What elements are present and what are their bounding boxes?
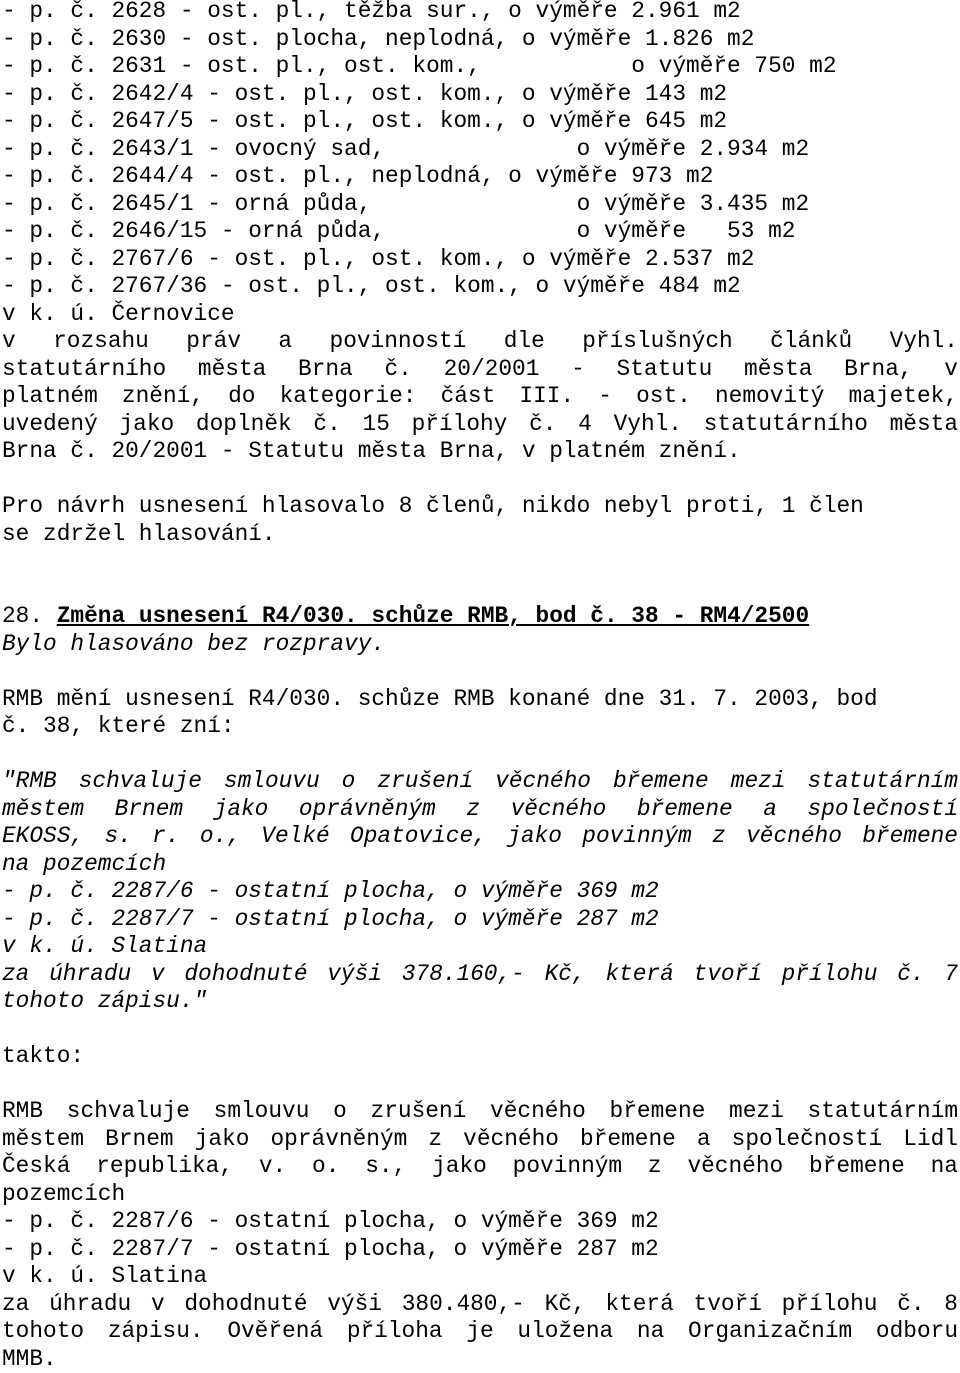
parcel-line: - p. č. 2630 - ost. plocha, neplodná, o výměře 1.826 m2 [2, 26, 958, 54]
quote-line: "RMB schvaluje smlouvu o zrušení věcného břemene mezi statutárním [2, 768, 958, 796]
change-line: č. 38, které zní: [2, 713, 958, 741]
parcel-line: - p. č. 2643/1 - ovocný sad, o výměře 2.934 m2 [2, 136, 958, 164]
paragraph-line: Brna č. 20/2001 - Statutu města Brna, v platném znění. [2, 438, 958, 466]
resolution-line: v k. ú. Slatina [2, 1263, 958, 1291]
item-title: Změna usnesení R4/030. schůze RMB, bod č. 38 - RM4/2500 [57, 603, 809, 629]
no-debate-note: Bylo hlasováno bez rozpravy. [2, 631, 958, 659]
new-resolution [2, 1098, 958, 1373]
resolution-line: MMB. [2, 1346, 958, 1373]
spacer [2, 466, 958, 494]
quote-line: - p. č. 2287/6 - ostatní plocha, o výměře 369 m2 [2, 878, 958, 906]
paragraph-line: v rozsahu práv a povinností dle příslušných článků Vyhl. [2, 328, 958, 356]
quote-line: městem Brnem jako oprávněným z věcného břemene a společností [2, 796, 958, 824]
resolution-line: RMB schvaluje smlouvu o zrušení věcného břemene mezi statutárním [2, 1098, 958, 1126]
cadastral-area-line: v k. ú. Černovice [2, 301, 958, 329]
scope-paragraph [2, 328, 958, 466]
vote-line: se zdržel hlasování. [2, 521, 958, 549]
parcel-list-cernovice [2, 0, 958, 328]
parcel-line: - p. č. 2646/15 - orná půda, o výměře 53 m2 [2, 218, 958, 246]
spacer [2, 548, 958, 576]
spacer [2, 576, 958, 604]
quote-line: - p. č. 2287/7 - ostatní plocha, o výměře 287 m2 [2, 906, 958, 934]
quote-line: tohoto zápisu." [2, 988, 958, 1016]
spacer [2, 658, 958, 686]
quote-line: na pozemcích [2, 851, 958, 879]
parcel-line: - p. č. 2645/1 - orná půda, o výměře 3.435 m2 [2, 191, 958, 219]
quote-line: EKOSS, s. r. o., Velké Opatovice, jako povinným z věcného břemene [2, 823, 958, 851]
resolution-line: za úhradu v dohodnuté výši 380.480,- Kč, která tvoří přílohu č. 8 [2, 1291, 958, 1319]
item-28-section [2, 603, 958, 1373]
document-page [2, 0, 958, 1373]
resolution-line: - p. č. 2287/6 - ostatní plocha, o výměře 369 m2 [2, 1208, 958, 1236]
original-resolution-quote [2, 768, 958, 1016]
paragraph-line: uvedený jako doplněk č. 15 přílohy č. 4 Vyhl. statutárního města [2, 411, 958, 439]
resolution-line: Česká republika, v. o. s., jako povinným z věcného břemene na [2, 1153, 958, 1181]
parcel-line: - p. č. 2647/5 - ost. pl., ost. kom., o výměře 645 m2 [2, 108, 958, 136]
item-heading [2, 603, 958, 631]
spacer [2, 1016, 958, 1044]
paragraph-line: platném znění, do kategorie: část III. - ost. nemovitý majetek, [2, 383, 958, 411]
parcel-line: - p. č. 2642/4 - ost. pl., ost. kom., o výměře 143 m2 [2, 81, 958, 109]
quote-line: za úhradu v dohodnuté výši 378.160,- Kč, která tvoří přílohu č. 7 [2, 961, 958, 989]
paragraph-line: statutárního města Brna č. 20/2001 - Statutu města Brna, v [2, 356, 958, 384]
item-number: 28. [2, 603, 57, 629]
resolution-line: - p. č. 2287/7 - ostatní plocha, o výměře 287 m2 [2, 1236, 958, 1264]
parcel-line: - p. č. 2631 - ost. pl., ost. kom., o výměře 750 m2 [2, 53, 958, 81]
resolution-line: městem Brnem jako oprávněným z věcného břemene a společností Lidl [2, 1126, 958, 1154]
spacer [2, 741, 958, 769]
parcel-line: - p. č. 2767/36 - ost. pl., ost. kom., o výměře 484 m2 [2, 273, 958, 301]
parcel-line: - p. č. 2767/6 - ost. pl., ost. kom., o výměře 2.537 m2 [2, 246, 958, 274]
parcel-line: - p. č. 2644/4 - ost. pl., neplodná, o výměře 973 m2 [2, 163, 958, 191]
quote-line: v k. ú. Slatina [2, 933, 958, 961]
vote-result [2, 493, 958, 548]
vote-line: Pro návrh usnesení hlasovalo 8 členů, nikdo nebyl proti, 1 člen [2, 493, 958, 521]
resolution-line: pozemcích [2, 1181, 958, 1209]
spacer [2, 1071, 958, 1099]
change-line: RMB mění usnesení R4/030. schůze RMB konané dne 31. 7. 2003, bod [2, 686, 958, 714]
takto-label: takto: [2, 1043, 958, 1071]
parcel-line: - p. č. 2628 - ost. pl., těžba sur., o výměře 2.961 m2 [2, 0, 958, 26]
resolution-line: tohoto zápisu. Ověřená příloha je uložena na Organizačním odboru [2, 1318, 958, 1346]
